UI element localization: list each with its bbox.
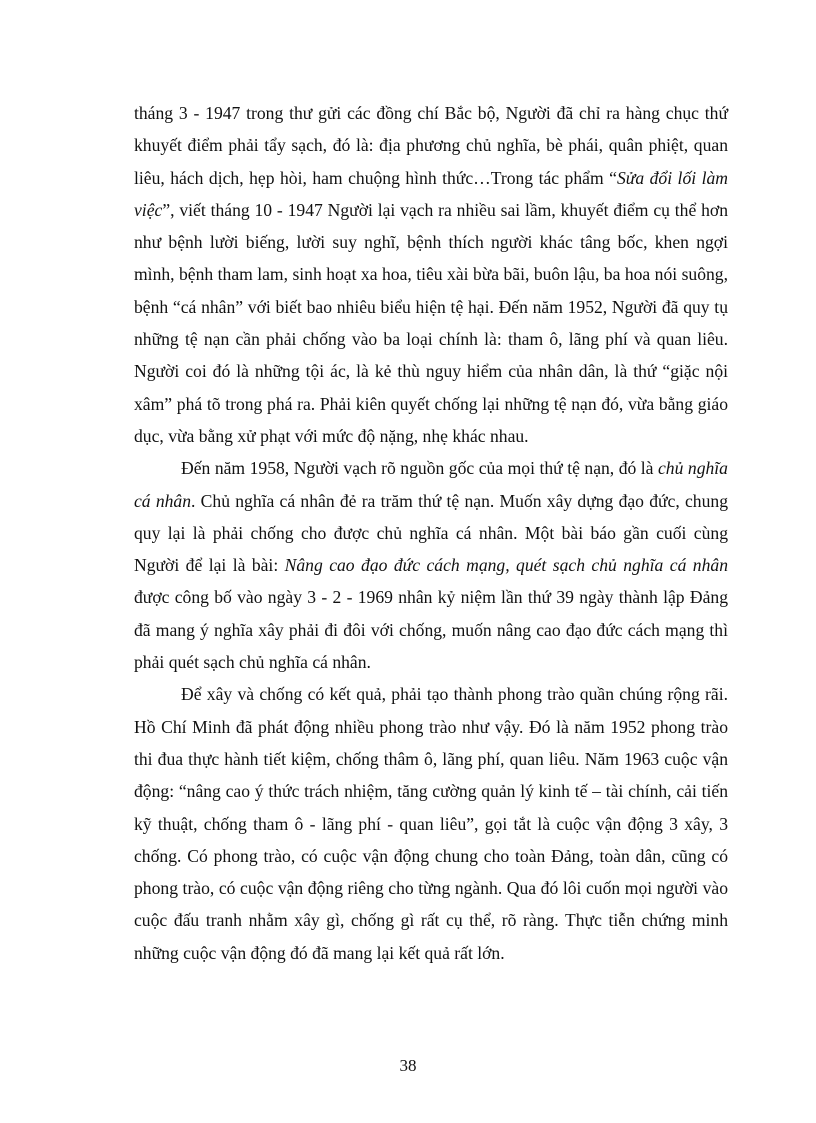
paragraph-2-text: Đến năm 1958, Người vạch rõ nguồn gốc của mọi thứ tệ nạn, đó là: [181, 458, 658, 479]
paragraph-1-text-continued: ”, viết tháng 10 - 1947 Người lại vạch ra nhiều sai lầm, khuyết điểm cụ thể hơn như bệnh lười biếng, lười suy nghĩ, bệnh thích người khác tâng bốc, khen ngợi mình, bệnh tham lam, sinh hoạt xa hoa, tiêu xài bừa bãi, buôn lậu, ba hoa nói suông, bệnh “cá nhân” với biết bao nhiêu biểu hiện tệ hại. Đến năm 1952, Người đã quy tụ những tệ nạn cần phải chống vào ba loại chính là: tham ô, lãng phí và quan liêu. Người coi đó là những tội ác, là kẻ thù nguy hiểm của nhân dân, là thứ “giặc nội xâm” phá tõ trong phá ra. Phải kiên quyết chống lại những tệ nạn đó, vừa bằng giáo dục, vừa bằng xử phạt với mức độ nặng, nhẹ khác nhau.: [134, 199, 728, 446]
paragraph-1: [134, 97, 728, 452]
paragraph-2-text-continued: . Chủ nghĩa cá nhân đẻ ra trăm thứ tệ nạn. Muốn xây dựng đạo đức, chung quy lại là phải chống cho được chủ nghĩa cá nhân. Một bài báo gần cuối cùng Người để lại là bài:: [134, 490, 728, 576]
paragraph-1-text: tháng 3 - 1947 trong thư gửi các đồng chí Bắc bộ, Người đã chỉ ra hàng chục thứ khuyết điểm phải tẩy sạch, đó là: địa phương chủ nghĩa, bè phái, quân phiệt, quan liêu, hách dịch, hẹp hòi, ham chuộng hình thức…Trong tác phẩm “: [134, 103, 728, 188]
paragraph-2: [134, 452, 728, 678]
body-text: [134, 97, 728, 969]
paragraph-3: [134, 678, 728, 969]
paragraph-1-work-title: Sửa đổi lối làm việc: [134, 167, 728, 220]
paragraph-2-article-title: Nâng cao đạo đức cách mạng, quét sạch chủ nghĩa cá nhân: [284, 555, 728, 576]
paragraph-3-text: Để xây và chống có kết quả, phải tạo thành phong trào quần chúng rộng rãi. Hồ Chí Minh đã phát động nhiều phong trào như vậy. Đó là năm 1952 phong trào thi đua thực hành tiết kiệm, chống thâm ô, lãng phí, quan liêu. Năm 1963 cuộc vận động: “nâng cao ý thức trách nhiệm, tăng cường quản lý kinh tế – tài chính, cải tiến kỹ thuật, chống tham ô - lãng phí - quan liêu”, gọi tắt là cuộc vận động 3 xây, 3 chống. Có phong trào, có cuộc vận động chung cho toàn Đảng, toàn dân, cũng có phong trào, có cuộc vận động riêng cho từng ngành. Qua đó lôi cuốn mọi người vào cuộc đấu tranh nhằm xây gì, chống gì rất cụ thể, rõ ràng. Thực tiễn chứng minh những cuộc vận động đó đã mang lại kết quả rất lớn.: [134, 684, 728, 963]
page-number: 38: [399, 1056, 417, 1075]
paragraph-2-text-end: được công bố vào ngày 3 - 2 - 1969 nhân kỷ niệm lần thứ 39 ngày thành lập Đảng đã mang ý nghĩa xây phải đi đôi với chống, muốn nâng cao đạo đức cách mạng thì phải quét sạch chủ nghĩa cá nhân.: [134, 587, 728, 673]
paragraph-2-emphasis: chủ nghĩa cá nhân: [134, 458, 728, 511]
